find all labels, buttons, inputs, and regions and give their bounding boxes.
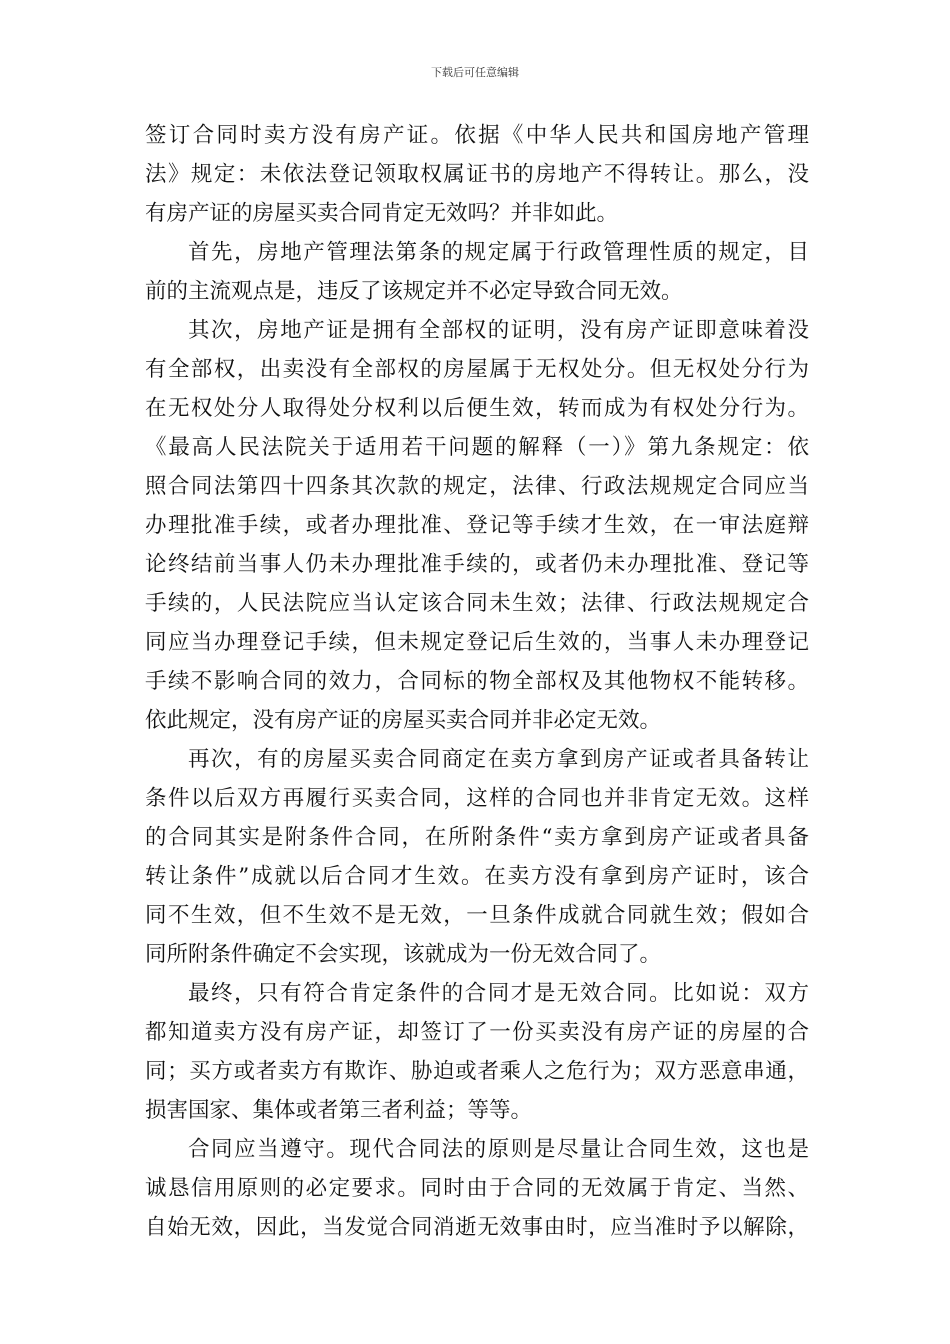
- text-line: 合同应当遵守。现代合同法的原则是尽量让合同生效，这也是: [188, 1137, 809, 1162]
- text-line: 首先，房地产管理法第条的规定属于行政管理性质的规定，目: [188, 240, 809, 265]
- text-line: 的合同其实是附条件合同，在所附条件“卖方拿到房产证或者具备: [145, 825, 809, 850]
- text-line: 同应当办理登记手续，但未规定登记后生效的，当事人未办理登记: [145, 630, 809, 655]
- text-line: 照合同法第四十四条其次款的规定，法律、行政法规规定合同应当: [145, 474, 809, 499]
- text-line: 前的主流观点是，违反了该规定并不必定导致合同无效。: [145, 279, 683, 304]
- text-line: 最终，只有符合肯定条件的合同才是无效合同。比如说：双方: [188, 981, 809, 1006]
- text-line: 签订合同时卖方没有房产证。依据《中华人民共和国房地产管理: [145, 123, 809, 148]
- text-line: 办理批准手续，或者办理批准、登记等手续才生效，在一审法庭辩: [145, 513, 809, 538]
- text-line: 都知道卖方没有房产证，却签订了一份买卖没有房产证的房屋的合: [145, 1020, 809, 1045]
- text-line: 手续不影响合同的效力，合同标的物全部权及其他物权不能转移。: [145, 669, 809, 694]
- page-header: 下载后可任意编辑: [431, 66, 519, 79]
- body-text: [145, 116, 809, 1247]
- text-line: 同；买方或者卖方有欺诈、胁迫或者乘人之危行为；双方恶意串通，: [145, 1059, 809, 1084]
- text-line: 法》规定：未依法登记领取权属证书的房地产不得转让。那么，没: [145, 162, 809, 187]
- text-line: 条件以后双方再履行买卖合同，这样的合同也并非肯定无效。这样: [145, 786, 809, 811]
- text-line: 其次，房地产证是拥有全部权的证明，没有房产证即意味着没: [188, 318, 809, 343]
- text-line: 诚恳信用原则的必定要求。同时由于合同的无效属于肯定、当然、: [145, 1176, 809, 1201]
- text-line: 损害国家、集体或者第三者利益；等等。: [145, 1098, 533, 1123]
- text-line: 依此规定，没有房产证的房屋买卖合同并非必定无效。: [145, 708, 662, 733]
- text-line: 在无权处分人取得处分权利以后便生效，转而成为有权处分行为。: [145, 396, 809, 421]
- text-line: 论终结前当事人仍未办理批准手续的，或者仍未办理批准、登记等: [145, 552, 809, 577]
- text-line: 有房产证的房屋买卖合同肯定无效吗？并非如此。: [145, 201, 619, 226]
- text-line: 同所附条件确定不会实现，该就成为一份无效合同了。: [145, 942, 662, 967]
- text-line: 有全部权，出卖没有全部权的房屋属于无权处分。但无权处分行为: [145, 357, 809, 382]
- text-line: 自始无效，因此，当发觉合同消逝无效事由时，应当准时予以解除，: [145, 1215, 809, 1240]
- text-line: 手续的，人民法院应当认定该合同未生效；法律、行政法规规定合: [145, 591, 809, 616]
- text-line: 《最高人民法院关于适用若干问题的解释（一）》第九条规定：依: [145, 435, 809, 460]
- text-line: 转让条件”成就以后合同才生效。在卖方没有拿到房产证时，该合: [145, 864, 809, 889]
- text-line: 同不生效，但不生效不是无效，一旦条件成就合同就生效；假如合: [145, 903, 809, 928]
- text-line: 再次，有的房屋买卖合同商定在卖方拿到房产证或者具备转让: [188, 747, 809, 772]
